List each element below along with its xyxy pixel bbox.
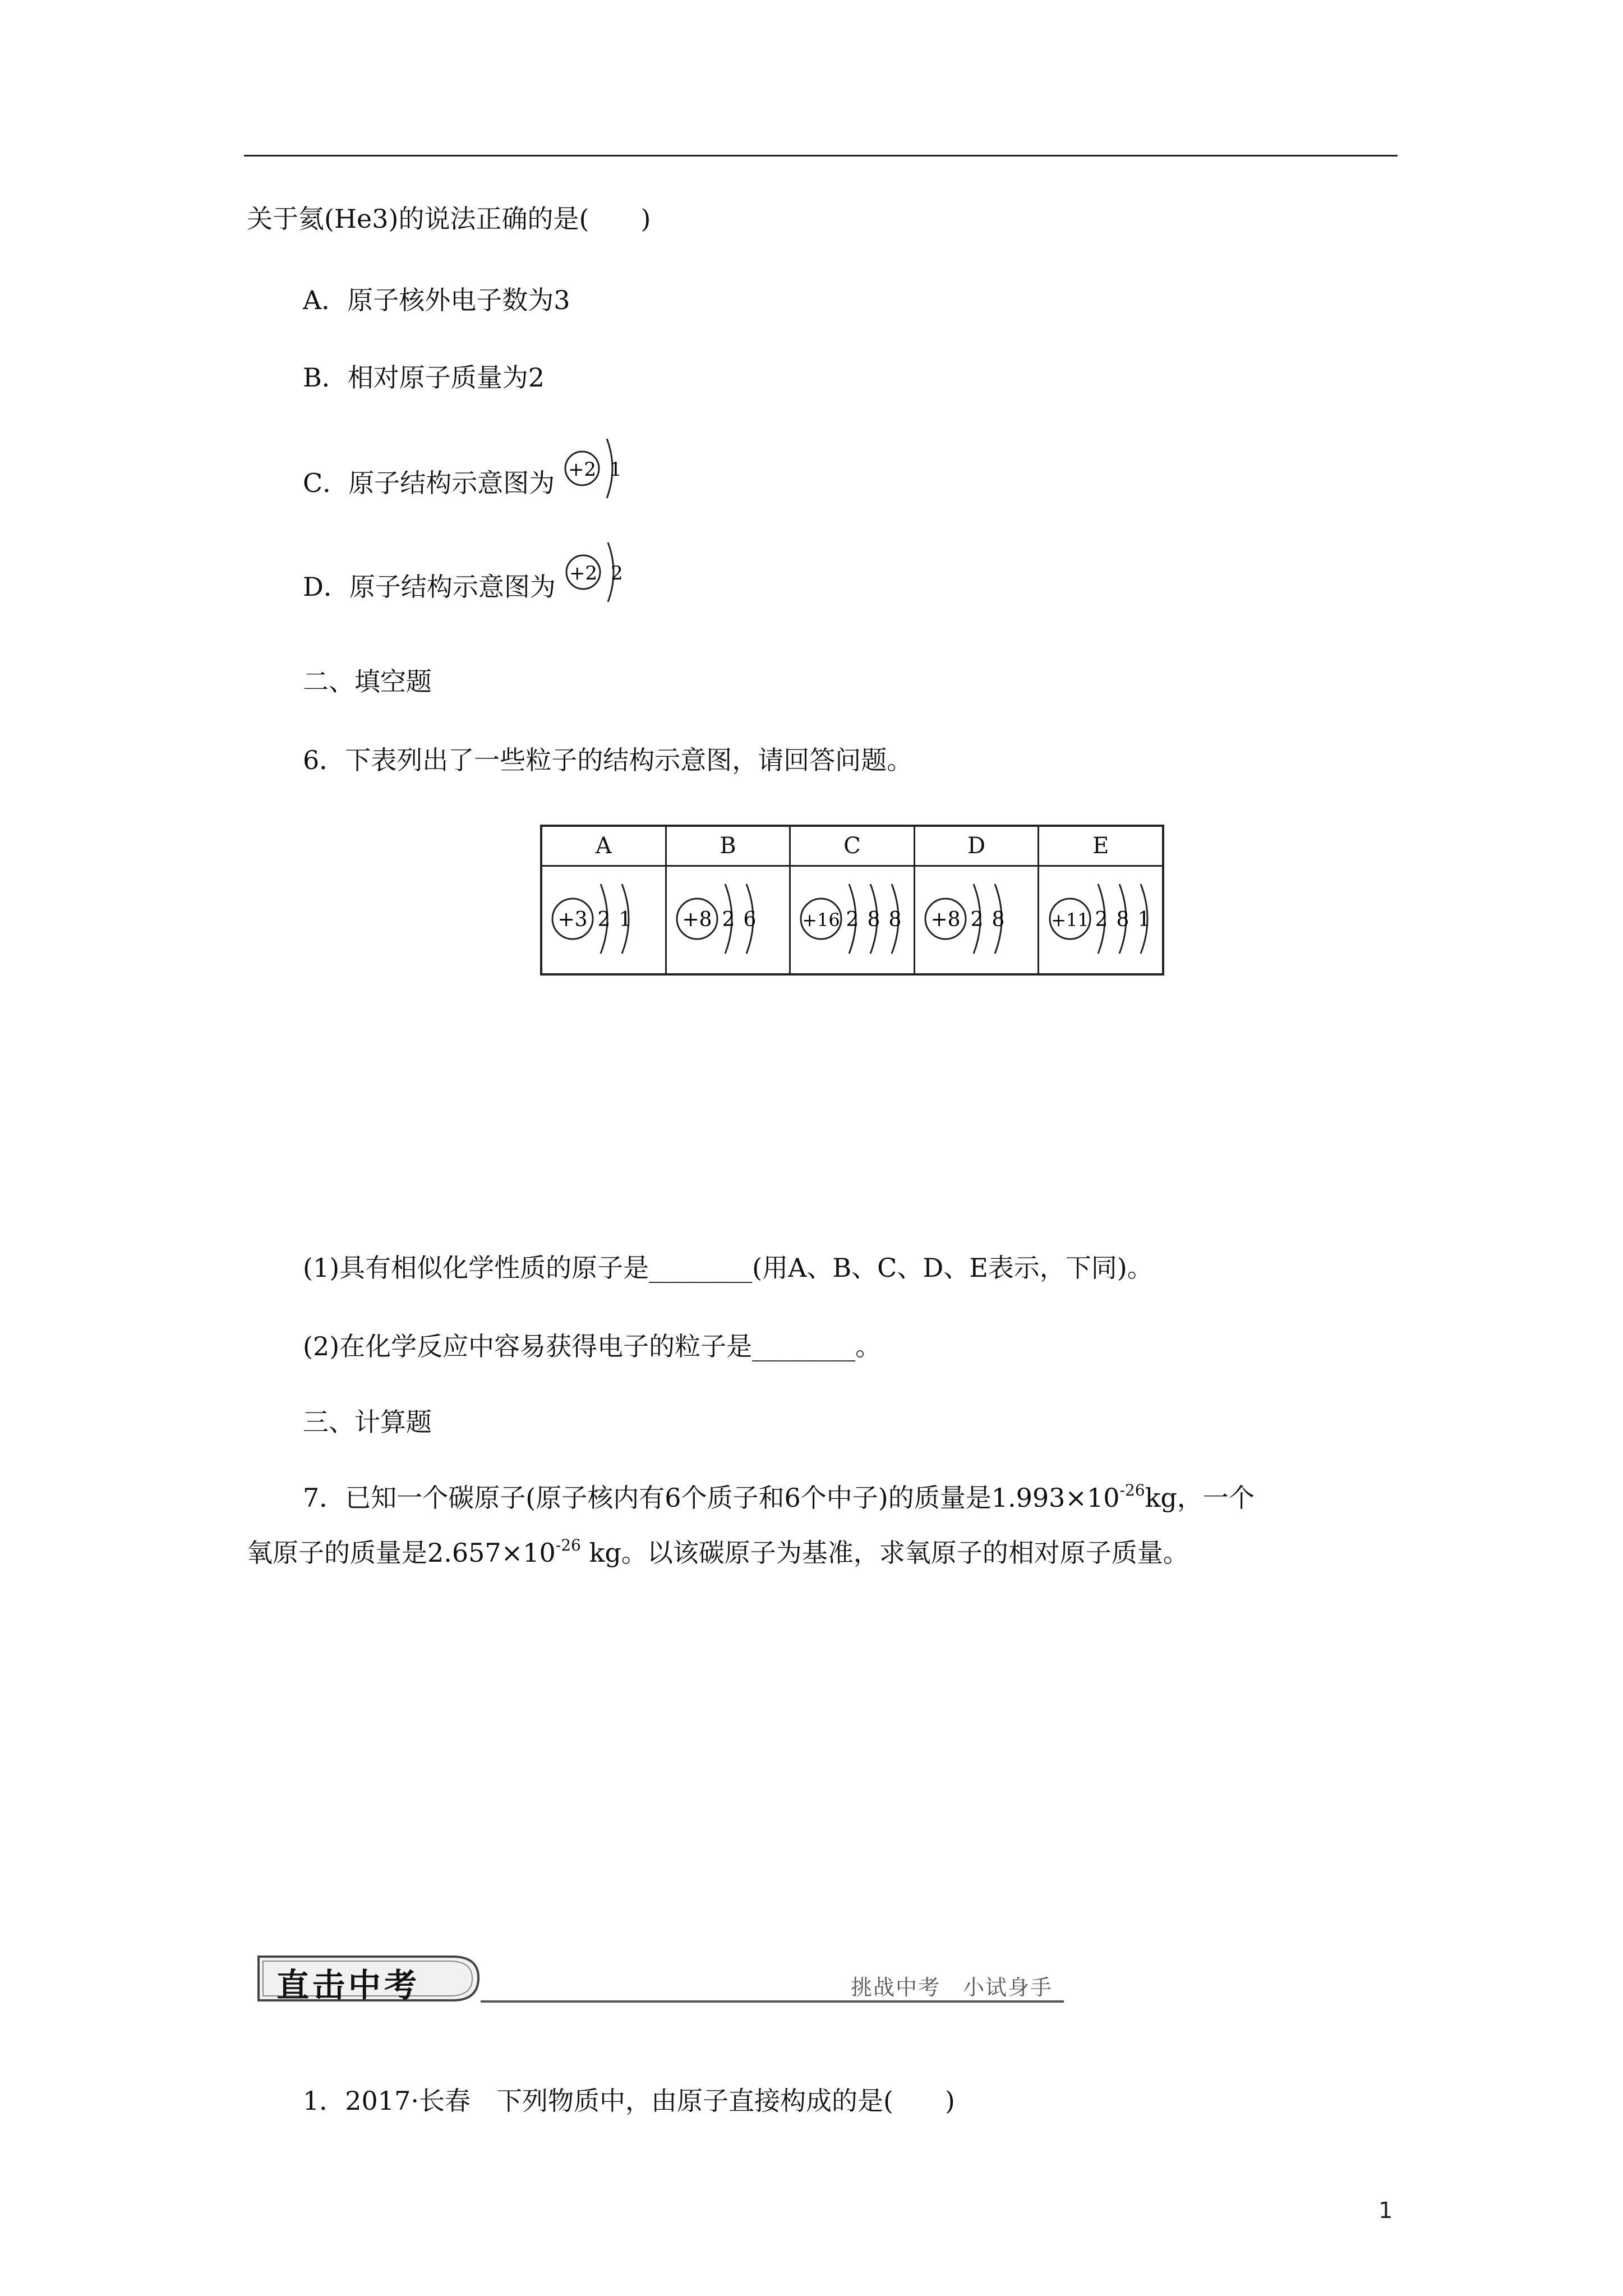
atom-diagram [917, 871, 1035, 967]
q5-option-d-text: D．原子结构示意图为 [303, 572, 556, 602]
table-row [541, 866, 1163, 975]
atom-diagram-c [561, 432, 634, 505]
particle-cell [666, 866, 790, 975]
q7-line1-unit: kg，一个 [1145, 1483, 1255, 1513]
atom-diagram [1042, 871, 1160, 967]
q7-line1-text: 7．已知一个碳原子(原子核内有6个质子和6个中子)的质量是1.993×10 [303, 1483, 1120, 1513]
q5-option-b: B．相对原子质量为2 [303, 362, 545, 393]
q7-line1-exponent: -26 [1119, 1481, 1145, 1499]
atom-c-nucleus: +2 [568, 458, 596, 481]
q6-sub2: (2)在化学反应中容易获得电子的粒子是________。 [303, 1331, 882, 1361]
electron-count: 2 [970, 908, 984, 931]
q5-option-c [303, 458, 634, 505]
atom-diagram-d [562, 536, 635, 609]
q7-line1 [303, 1481, 1255, 1519]
electron-count: 8 [992, 908, 1005, 931]
table-header-cell: D [914, 826, 1039, 866]
q5-option-a: A．原子核外电子数为3 [303, 285, 570, 315]
q5-option-c-text: C．原子结构示意图为 [303, 468, 555, 498]
zhongkao-q1: 1．2017·长春 下列物质中，由原子直接构成的是( ) [303, 2086, 955, 2116]
particle-cell [541, 866, 666, 975]
zhongkao-banner [256, 1954, 1064, 2005]
electron-count: 2 [722, 908, 735, 931]
electron-count: 8 [868, 908, 880, 931]
banner-title: 直击中考 [276, 1966, 421, 2004]
particle-cell [1039, 866, 1163, 975]
q7-line2-text: 氧原子的质量是2.657×10 [247, 1538, 556, 1568]
electron-count: 2 [846, 908, 859, 931]
electron-count: 1 [1137, 908, 1151, 931]
table-header-cell: B [666, 826, 790, 866]
particle-cell [914, 866, 1039, 975]
table-header-cell: A [541, 826, 666, 866]
table-header-cell: E [1039, 826, 1163, 866]
particle-structure-table [540, 825, 1164, 976]
nucleus-charge: +3 [557, 908, 588, 931]
q7-line2-exponent: -26 [555, 1536, 581, 1554]
atom-diagram [793, 871, 911, 967]
table-header-row [541, 826, 1163, 866]
electron-count: 1 [619, 908, 632, 931]
atom-diagram [545, 871, 662, 967]
nucleus-charge: +8 [682, 908, 712, 931]
header-rule [244, 155, 1398, 157]
nucleus-charge: +11 [1050, 909, 1089, 931]
electron-count: 8 [1116, 908, 1129, 931]
banner-subtitle: 挑战中考 小试身手 [851, 1975, 1053, 2000]
table-header-cell: C [790, 826, 915, 866]
electron-count: 8 [889, 908, 902, 931]
atom-c-shell-1: 1 [610, 458, 622, 481]
q6-stem: 6．下表列出了一些粒子的结构示意图，请回答问题。 [303, 745, 913, 775]
atom-d-nucleus: +2 [569, 562, 597, 585]
electron-count: 2 [597, 908, 611, 931]
q7-line2 [247, 1536, 1189, 1573]
particle-cell [790, 866, 915, 975]
q7-line2-rest: kg。以该碳原子为基准，求氧原子的相对原子质量。 [580, 1538, 1189, 1568]
page-number: 1 [1378, 2198, 1393, 2224]
section3-heading: 三、计算题 [303, 1407, 432, 1437]
q5-stem: 关于氦(He3)的说法正确的是( ) [247, 204, 651, 234]
electron-count: 6 [743, 908, 757, 931]
q6-sub1: (1)具有相似化学性质的原子是________(用A、B、C、D、E表示，下同)。 [303, 1253, 1153, 1283]
atom-d-shell-1: 2 [610, 562, 623, 585]
section2-heading: 二、填空题 [303, 666, 432, 697]
q5-option-d [303, 562, 635, 609]
atom-diagram [669, 871, 787, 967]
electron-count: 2 [1095, 908, 1108, 931]
nucleus-charge: +16 [802, 909, 841, 931]
nucleus-charge: +8 [930, 908, 961, 931]
